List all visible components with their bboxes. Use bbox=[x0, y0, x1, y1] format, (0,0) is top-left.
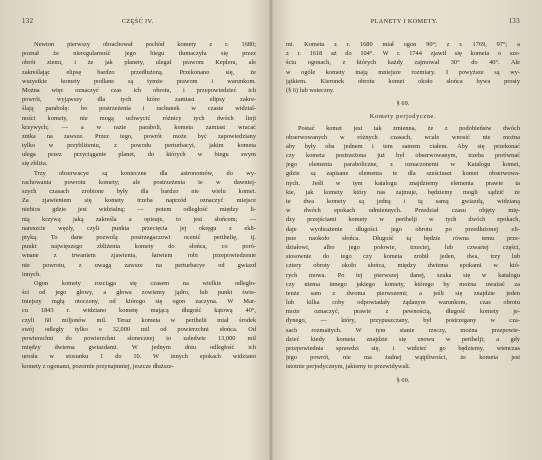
text-line: (§ 6) lub wsteczny. bbox=[286, 86, 335, 94]
text-line: tenże sam z dwoma pierwszemi; a jeśli się znajdzie jeden bbox=[286, 289, 520, 297]
text-line: nareszcie węzły, czyli punkta przecięcia jej okręgu z ekli- bbox=[22, 224, 256, 232]
text-line: urosła w stosunku 1 do 10. W innych epokach widziano bbox=[22, 353, 256, 361]
text-line: mi. Kometa z r. 1680 miał ogon 90°; z r. 1769, 97°; a bbox=[286, 41, 520, 48]
text-line: Postać komet jest tak zmienna, że z podobieństw dwóch bbox=[298, 124, 520, 132]
section-mark: § 69. bbox=[396, 100, 410, 108]
text-line: jego elementa paraboliczne, z oznaczonemi w Katalogu komet, bbox=[286, 161, 520, 169]
text-line: obserwowanych w różnych czasach, wcale wnosić nie można bbox=[286, 133, 520, 141]
text-line: przepowiednia sprawdzi się, i widzieć go będziemy, wtenczas bbox=[286, 345, 520, 352]
text-line: zakreślając elipsę bardzo przedłużoną. Przekonano się, że bbox=[22, 68, 256, 76]
text-line: ptyką. To dane pozwolą postrzegaczowi ocenić perihelię, tj. bbox=[22, 233, 256, 241]
text-line: rachowania powrotu komety; ale postrzeżenia te w dawniej- bbox=[22, 178, 256, 186]
text-line: wszystkie komety podlane są tymże prawom i warunkom. bbox=[22, 77, 256, 85]
text-line: ulega przez przyciąganie planet, do których w biegu swym bbox=[22, 151, 256, 159]
text-line: wnane z trwaniem zjawienia, łatwiem robi przepowiedzenie bbox=[22, 252, 256, 260]
right-text-middle bbox=[286, 124, 520, 372]
text-line: ności komety, nie mogą uchwycić różnicy tych dwóch linji bbox=[22, 114, 256, 122]
text-line: istotnie perjodycznym, jakiemy to przewidywali. bbox=[286, 363, 411, 371]
text-line: działowi, albo jego połowie, trzeciej, lub czwartej części, bbox=[286, 243, 520, 251]
text-line: jego powrót, nie ma żadnej wątpliwości, że kometa jest bbox=[286, 354, 520, 362]
section-mark-next: § 69. bbox=[396, 376, 410, 384]
text-line: się zbliża. bbox=[22, 160, 48, 168]
left-page-number: 132 bbox=[22, 18, 34, 25]
text-line: komety z ogonami, pozornie przynajmniej, jeszcze dłuższe- bbox=[22, 362, 174, 370]
text-line: tylko w przybliżeniu, z powodu perturbacyi, jakim kometa bbox=[22, 142, 256, 150]
left-page-text bbox=[22, 40, 256, 371]
text-line: powierzchni do powierzchni słonecznej to zaledwie 13,000 mil bbox=[22, 335, 256, 342]
text-line: gdzie są zapisane elementa te dla sześciuset komet obserwowa- bbox=[286, 170, 520, 178]
text-line: dzieć kiedy kometa znajdzie się znowu w perihelji; a gdy bbox=[286, 335, 520, 343]
text-line: poznał że nieregularność jego biegu tłumaczyła się przez bbox=[22, 50, 256, 58]
text-line: szych czasach zrobione były dla bardzo nie wielu komet. bbox=[22, 188, 256, 195]
left-page bbox=[0, 0, 270, 460]
text-line: obrót ziemi, i że jak planety, ulegał prawom Keplera, ale bbox=[22, 59, 256, 67]
text-line: daje wyobrażenie długości jego obrotu po przedłużonej eli- bbox=[286, 225, 520, 233]
text-line: nych. Jeśli w tym katalogu znajdziemy elementa prawie ta bbox=[286, 179, 520, 187]
text-line: Za zjawieniem się komety trzeba naprzód oznaczyć miejsce bbox=[22, 197, 256, 205]
text-line: ściu ogonach, z których każdy zajmował 30° do 40°. Ale bbox=[286, 59, 520, 67]
text-line: Newton pierwszy obrachował pochód komety z r. 1680; bbox=[34, 41, 256, 48]
text-line: może oznaczyć, prawie z pewnością, długość komety je- bbox=[286, 308, 520, 316]
text-line: powrót, wyjąwszy dla tych które zamiast elipsy zakre- bbox=[22, 96, 256, 104]
text-line: niebios gdzie jest widzialną; — potem odległość między li- bbox=[22, 206, 256, 214]
text-line: ślają parabolę: bo postrzeżenia i rachunek w czasie widzial- bbox=[22, 105, 256, 113]
text-line: tniejszy mgłą otoczony, od którego się ogon zaczyna. W Mar- bbox=[22, 298, 256, 306]
text-line: czy niema innego jakiego komety, którego by można uważać za bbox=[286, 280, 520, 288]
right-page-text bbox=[286, 40, 520, 385]
text-line: między dwiema gwiazdami. W jednym dniu odległość ich bbox=[22, 344, 256, 352]
text-line: nie powrotu, z uwagą zawsze na perturbacye od gwiazd bbox=[22, 261, 256, 269]
left-running-head bbox=[22, 18, 256, 30]
text-line: krzywych; — a w razie paraboli, kometa zamiast wracać bbox=[22, 123, 256, 131]
right-running-head bbox=[286, 18, 520, 30]
right-text-top bbox=[286, 40, 520, 95]
text-line: sach rozmaitych. W tym stanie rzeczy, można przepowie- bbox=[286, 326, 520, 334]
section-title: Komety perjodyczne. bbox=[369, 113, 437, 121]
text-line: kie, jak komety który nas zajmuje, będziemy mogli sądzić że bbox=[286, 188, 520, 196]
text-line: innych. bbox=[22, 270, 41, 278]
text-line: dynego, — który, przypuszczany, był postrzegany w cza- bbox=[286, 317, 520, 325]
text-line: z r. 1618 aż do 104°. W r. 1744 zjawił się kometa o sze- bbox=[286, 50, 520, 58]
text-line: ści od jego głowy, a głowa zowiemy jądro, lub punkt świe- bbox=[22, 289, 256, 297]
right-page-number: 133 bbox=[508, 18, 520, 25]
text-line: cu 1843 r. widziano kometę mającą długość kątową 40°, bbox=[22, 307, 256, 315]
text-line: Trzy obserwacye są konieczne dla astronomów, do wy- bbox=[34, 169, 256, 177]
text-line: w ogóle komety mają mniejsze rozmiary. I powyższe są wy- bbox=[286, 68, 520, 76]
text-line: aby były oba jednem i tem samem ciałem. Aby się przekonać bbox=[286, 142, 520, 150]
text-line: lub kilka coby odpowiadały żądanym warunkom, czas obrotu bbox=[286, 299, 520, 307]
text-line: Ogon komety rozciąga się czasem na wielkie odległo- bbox=[34, 279, 256, 287]
text-line: swój odległy tylko o 32,000 mil od powierzchni słońca. Od bbox=[22, 325, 256, 333]
right-running-title: PLANETY I KOMETY. bbox=[370, 18, 438, 25]
text-line: w dwóch epokach odmiennych. Przedział czasu objęty mię- bbox=[286, 207, 520, 215]
text-line: znika na zawsze. Przez tego, powrót może być zapowiedziany bbox=[22, 132, 256, 140]
text-line: czyli 60 miljonów mil. Teraz kometa w perihelii miał środek bbox=[22, 316, 256, 324]
text-line: jątkiem. Kierunek obrotu komet około słońca bywa prosty bbox=[286, 77, 520, 85]
text-line: dzy przejściami komety w perihelji w tych dwóch epokach, bbox=[286, 216, 520, 224]
text-line: rych mowa. Po tej pierwszej danej, szuka się w katalogu bbox=[286, 271, 520, 279]
text-line: nią krzywą jaką zakreśla a opisuje, to jest słońcem; — bbox=[22, 215, 256, 223]
text-line: punkt najwięszego zbliżenia komety do słońca, co poró- bbox=[22, 243, 256, 251]
text-line: psie naokoło słońca. Długość tą będzie równa temu prze- bbox=[286, 234, 520, 242]
text-line: te dwa komety są jedną i tą samą gwiazdą, widzianą bbox=[286, 198, 520, 205]
text-line: cztery obroty około słońca, między dwiema epokami w któ- bbox=[286, 262, 520, 270]
right-page bbox=[272, 0, 542, 460]
left-running-title: CZĘŚĆ IV. bbox=[121, 18, 154, 25]
text-line: stosownie do tego czy kometa zrobił jeden, dwa, trzy lub bbox=[286, 253, 520, 261]
text-line: czy kometa postrzeżona już był obserwowanym, trzeba porównać bbox=[286, 152, 520, 160]
text-line: Można więc oznaczyć czas ich obrotu, i przepowiedzieć ich bbox=[22, 86, 256, 94]
